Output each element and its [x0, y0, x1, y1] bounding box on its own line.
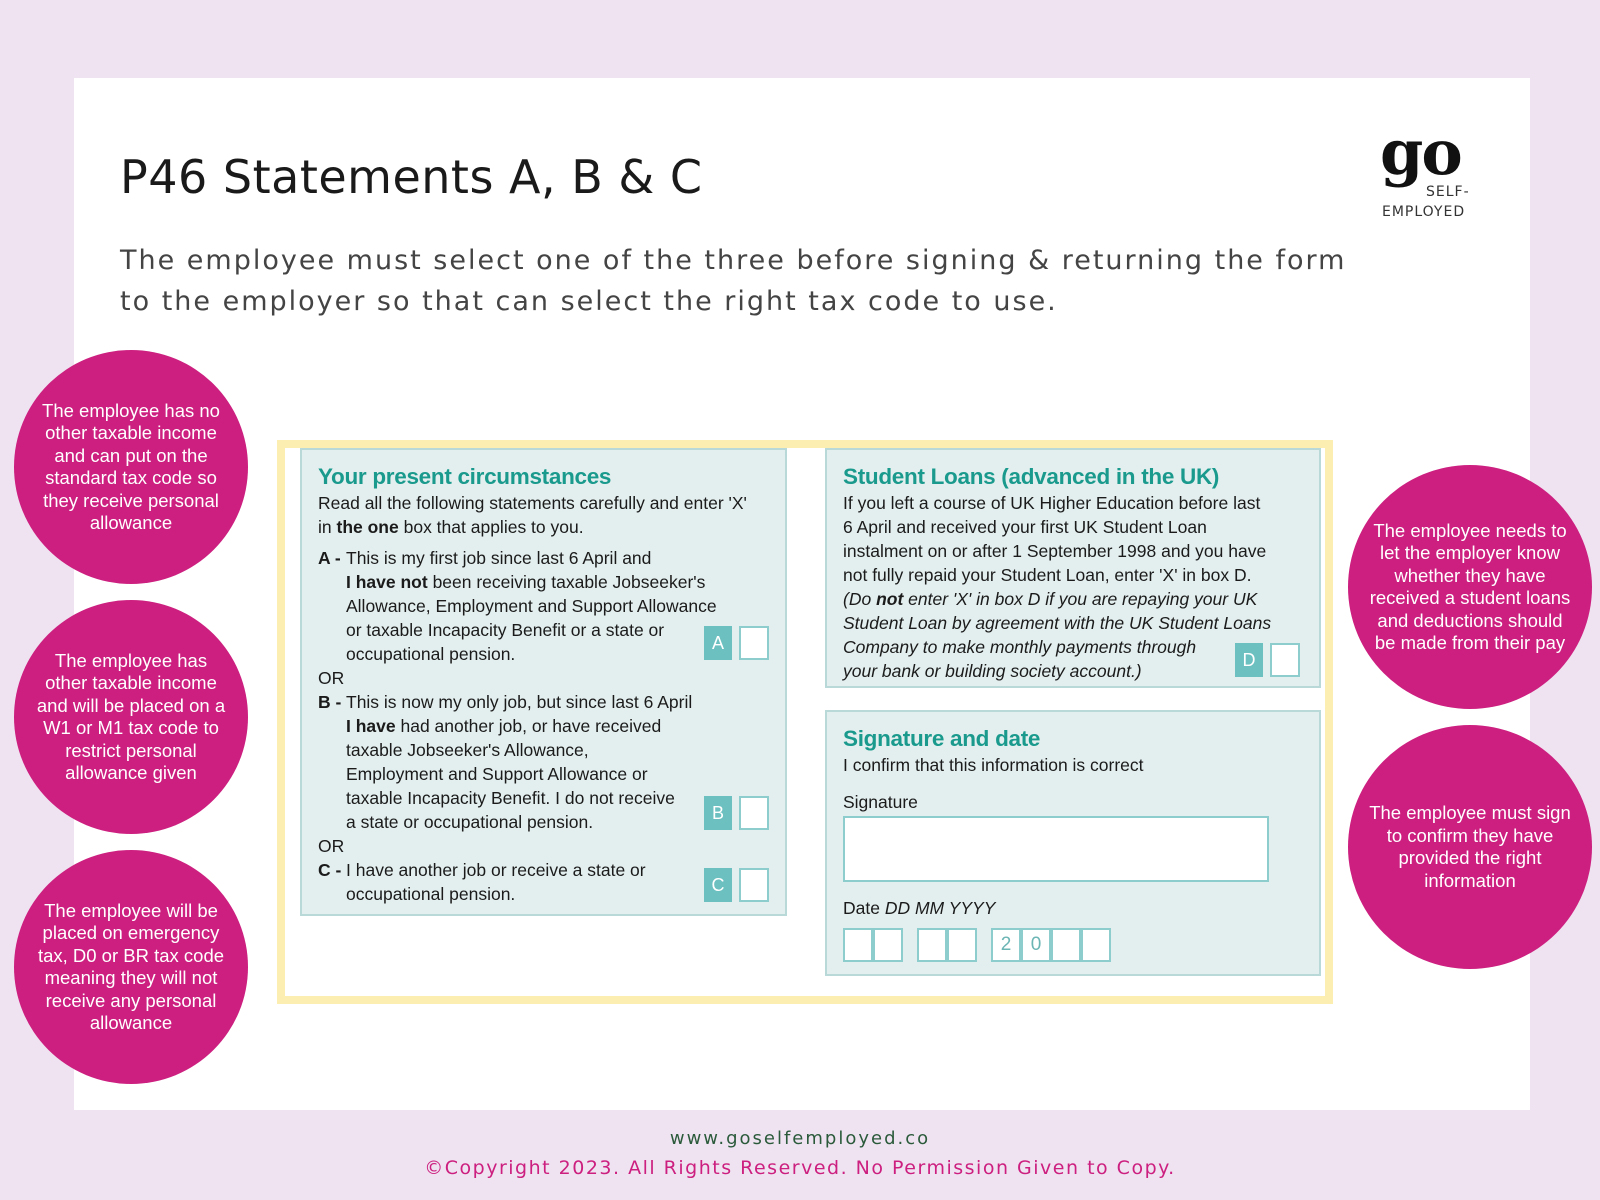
statement-b-line-4: Employment and Support Allowance or	[346, 764, 648, 784]
bubble-statement-c: The employee will be placed on emergency tax, D0 or BR tax code meaning they will not receive any personal allowance	[14, 850, 248, 1084]
box-a-label: A	[704, 626, 732, 660]
statement-a-line-2: I have not been receiving taxable Jobseeker's	[346, 572, 706, 592]
box-c-label: C	[704, 868, 732, 902]
statement-b-line-2: I have had another job, or have received	[346, 716, 662, 736]
statement-b-prefix: B -	[318, 692, 342, 712]
date-month-1[interactable]	[917, 928, 947, 962]
statement-c-line-1: I have another job or receive a state or	[346, 860, 646, 880]
date-month-2[interactable]	[947, 928, 977, 962]
date-year-3[interactable]	[1051, 928, 1081, 962]
date-year-2[interactable]: 0	[1021, 928, 1051, 962]
date-year-4[interactable]	[1081, 928, 1111, 962]
box-b-label: B	[704, 796, 732, 830]
date-day-1[interactable]	[843, 928, 873, 962]
signature-heading: Signature and date	[843, 726, 1041, 751]
date-day-2[interactable]	[873, 928, 903, 962]
bubble-student-loan: The employee needs to let the employer know whether they have received a student loans and deductions should be made from their pay	[1348, 465, 1592, 709]
circumstances-panel	[300, 448, 787, 916]
signature-panel	[825, 710, 1321, 976]
box-b-checkbox[interactable]	[739, 796, 769, 830]
statement-b-line-6: a state or occupational pension.	[346, 812, 594, 832]
logo-line-1: SELF-	[1426, 184, 1470, 200]
box-a-checkbox[interactable]	[739, 626, 769, 660]
student-loans-heading: Student Loans (advanced in the UK)	[843, 464, 1220, 489]
statement-b-line-1: This is now my only job, but since last 6 April	[346, 692, 693, 712]
signature-field[interactable]	[843, 816, 1269, 882]
go-self-employed-logo	[1380, 116, 1490, 228]
box-d-label: D	[1235, 643, 1263, 677]
student-loans-line-5: (Do not enter 'X' in box D if you are repaying your UK	[843, 589, 1258, 609]
circumstances-intro-2: in the one box that applies to you.	[318, 517, 584, 537]
page-title: P46 Statements A, B & C	[120, 150, 703, 204]
student-loans-line-4: not fully repaid your Student Loan, enter 'X' in box D.	[843, 565, 1252, 585]
logo-line-2: EMPLOYED	[1382, 204, 1466, 220]
signature-label: Signature	[843, 792, 918, 812]
date-label-row: Date DD MM YYYY	[843, 898, 996, 918]
statement-a-line-5: occupational pension.	[346, 644, 516, 664]
student-loans-line-2: 6 April and received your first UK Student Loan	[843, 517, 1207, 537]
circumstances-intro-1: Read all the following statements carefully and enter 'X'	[318, 493, 747, 513]
box-d-checkbox[interactable]	[1270, 643, 1300, 677]
date-year-1[interactable]: 2	[991, 928, 1021, 962]
statement-b-line-3: taxable Jobseeker's Allowance,	[346, 740, 589, 760]
statement-a-line-1: This is my first job since last 6 April and	[346, 548, 652, 568]
logo-brand: go	[1380, 116, 1461, 189]
page-subtitle: The employee must select one of the three before signing & returning the form to the employer so that can select the right tax code to use.	[120, 245, 1347, 317]
statement-a-line-3: Allowance, Employment and Support Allowance	[346, 596, 717, 616]
statement-a-line-4: or taxable Incapacity Benefit or a state or	[346, 620, 665, 640]
bubble-statement-a: The employee has no other taxable income and can put on the standard tax code so they receive personal allowance	[14, 350, 248, 584]
footer-copyright: ©Copyright 2023. All Rights Reserved. No Permission Given to Copy.	[424, 1157, 1176, 1179]
bubble-signature: The employee must sign to confirm they have provided the right information	[1348, 725, 1592, 969]
bubble-statement-b: The employee has other taxable income and will be placed on a W1 or M1 tax code to restrict personal allowance given	[14, 600, 248, 834]
circumstances-heading: Your present circumstances	[318, 464, 612, 489]
signature-confirm-text: I confirm that this information is correct	[843, 755, 1144, 775]
statement-c-line-2: occupational pension.	[346, 884, 516, 904]
or-separator-2: OR	[318, 836, 345, 856]
statement-b-line-5: taxable Incapacity Benefit. I do not receive	[346, 788, 675, 808]
student-loans-line-7: Company to make monthly payments through	[843, 637, 1197, 657]
student-loans-panel	[825, 448, 1321, 688]
box-c-checkbox[interactable]	[739, 868, 769, 902]
statement-a-prefix: A -	[318, 548, 341, 568]
student-loans-line-3: instalment on or after 1 September 1998 and you have	[843, 541, 1267, 561]
student-loans-line-6: Student Loan by agreement with the UK Student Loans	[843, 613, 1272, 633]
footer-website: www.goselfemployed.co	[669, 1128, 931, 1149]
statement-c-prefix: C -	[318, 860, 342, 880]
student-loans-line-8: your bank or building society account.)	[843, 661, 1142, 681]
student-loans-line-1: If you left a course of UK Higher Education before last	[843, 493, 1261, 513]
p46-form-excerpt	[277, 440, 1333, 1004]
or-separator-1: OR	[318, 668, 345, 688]
